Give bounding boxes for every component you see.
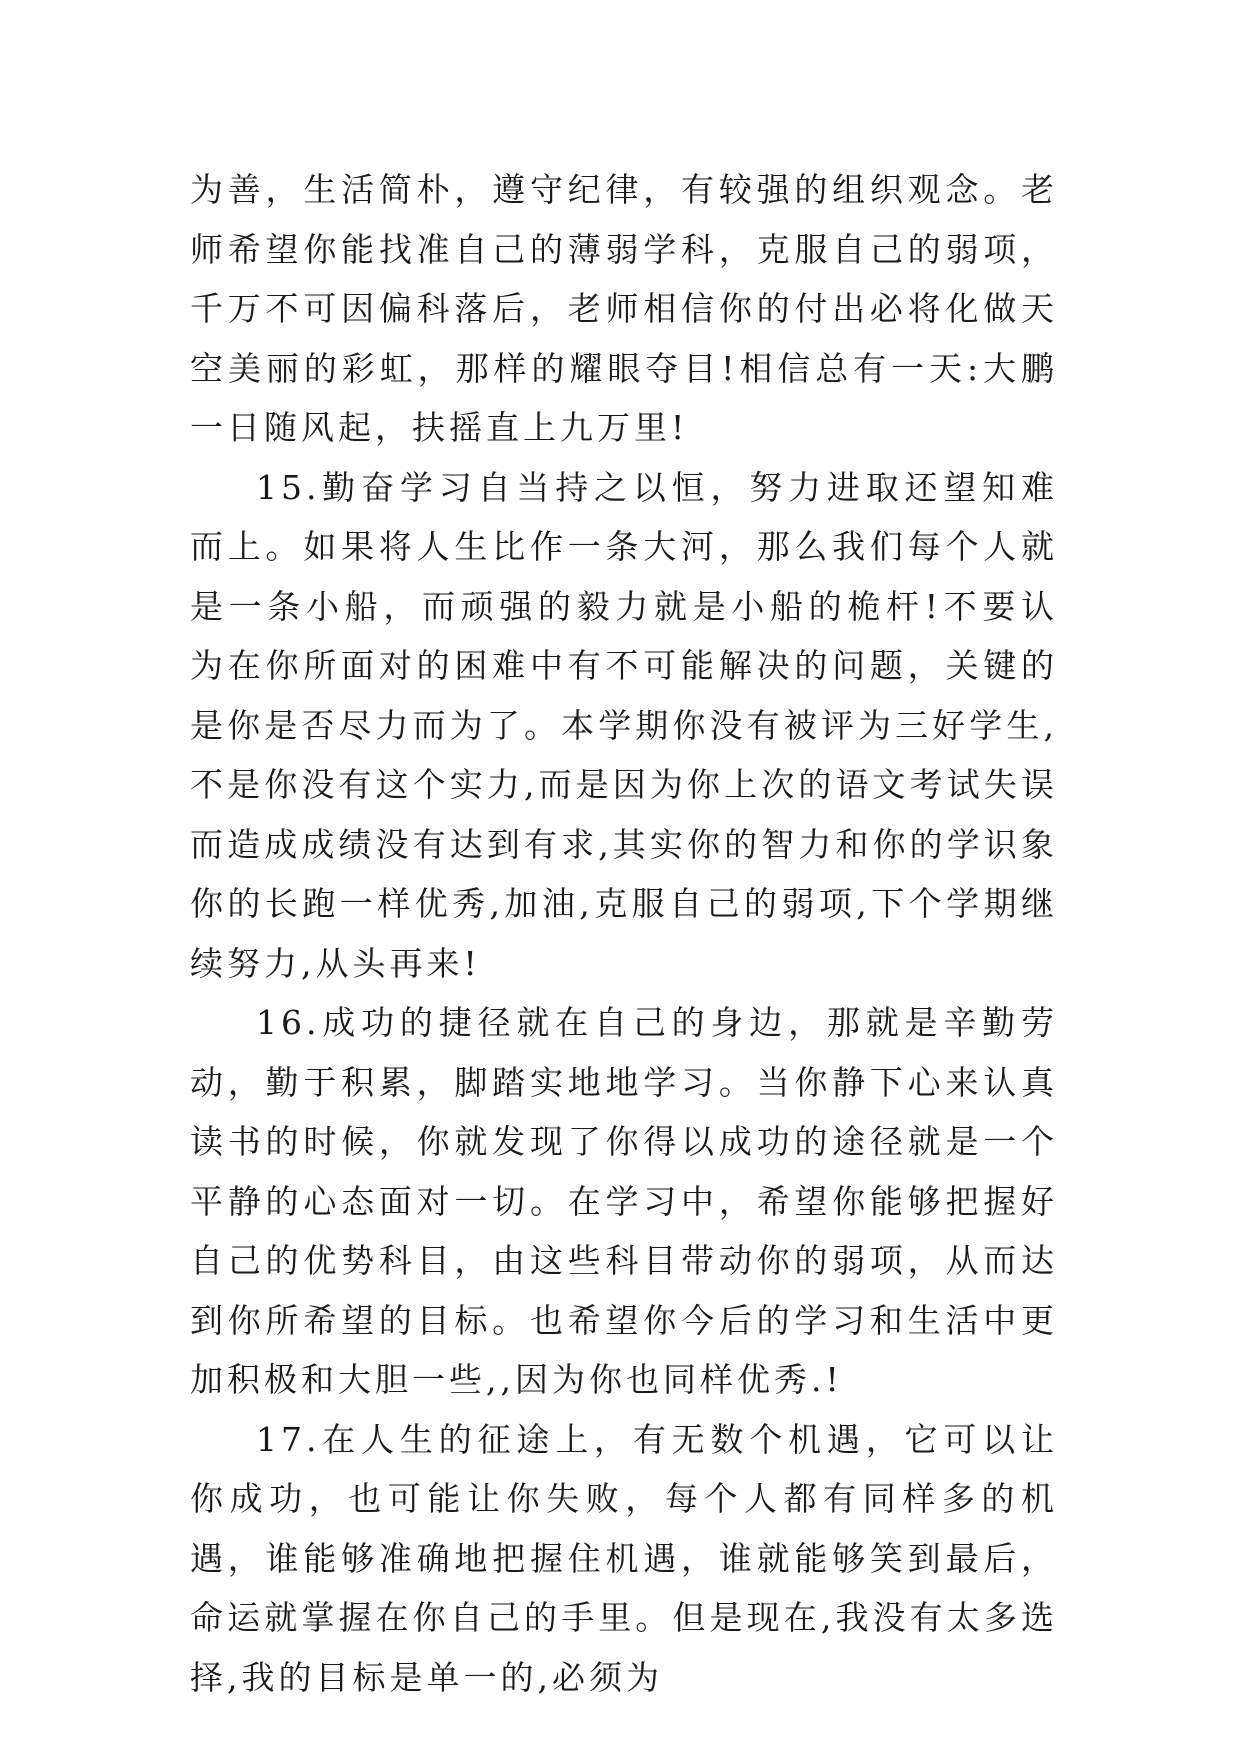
- paragraph-16: 16.成功的捷径就在自己的身边，那就是辛勤劳动，勤于积累，脚踏实地地学习。当你静下心来认真读书的时候，你就发现了你得以成功的途径就是一个平静的心态面对一切。在学习中，希望你能够把握好自己的优势科目，由这些科目带动你的弱项，从而达到你所希望的目标。也希望你今后的学习和生活中更加积极和大胆一些,,因为你也同样优秀.!: [190, 1003, 1058, 1399]
- paragraph-14-continued: 为善，生活简朴，遵守纪律，有较强的组织观念。老师希望你能找准自己的薄弱学科，克服自己的弱项，千万不可因偏科落后，老师相信你的付出必将化做天空美丽的彩虹，那样的耀眼夺目!相信总有一天:大鹏一日随风起，扶摇直上九万里!: [190, 170, 1058, 447]
- body-text: [190, 160, 1058, 1707]
- paragraph-17: 17.在人生的征途上，有无数个机遇，它可以让你成功，也可能让你失败，每个人都有同样多的机遇，谁能够准确地把握住机遇，谁就能够笑到最后，命运就掌握在你自己的手里。但是现在,我没有太多选择,我的目标是单一的,必须为: [190, 1419, 1058, 1697]
- paragraph-15: 15.勤奋学习自当持之以恒，努力进取还望知难而上。如果将人生比作一条大河，那么我们每个人就是一条小船，而顽强的毅力就是小船的桅杆!不要认为在你所面对的困难中有不可能解决的问题，关键的是你是否尽力而为了。本学期你没有被评为三好学生,不是你没有这个实力,而是因为你上次的语文考试失误而造成成绩没有达到有求,其实你的智力和你的学识象你的长跑一样优秀,加油,克服自己的弱项,下个学期继续努力,从头再来!: [190, 467, 1058, 983]
